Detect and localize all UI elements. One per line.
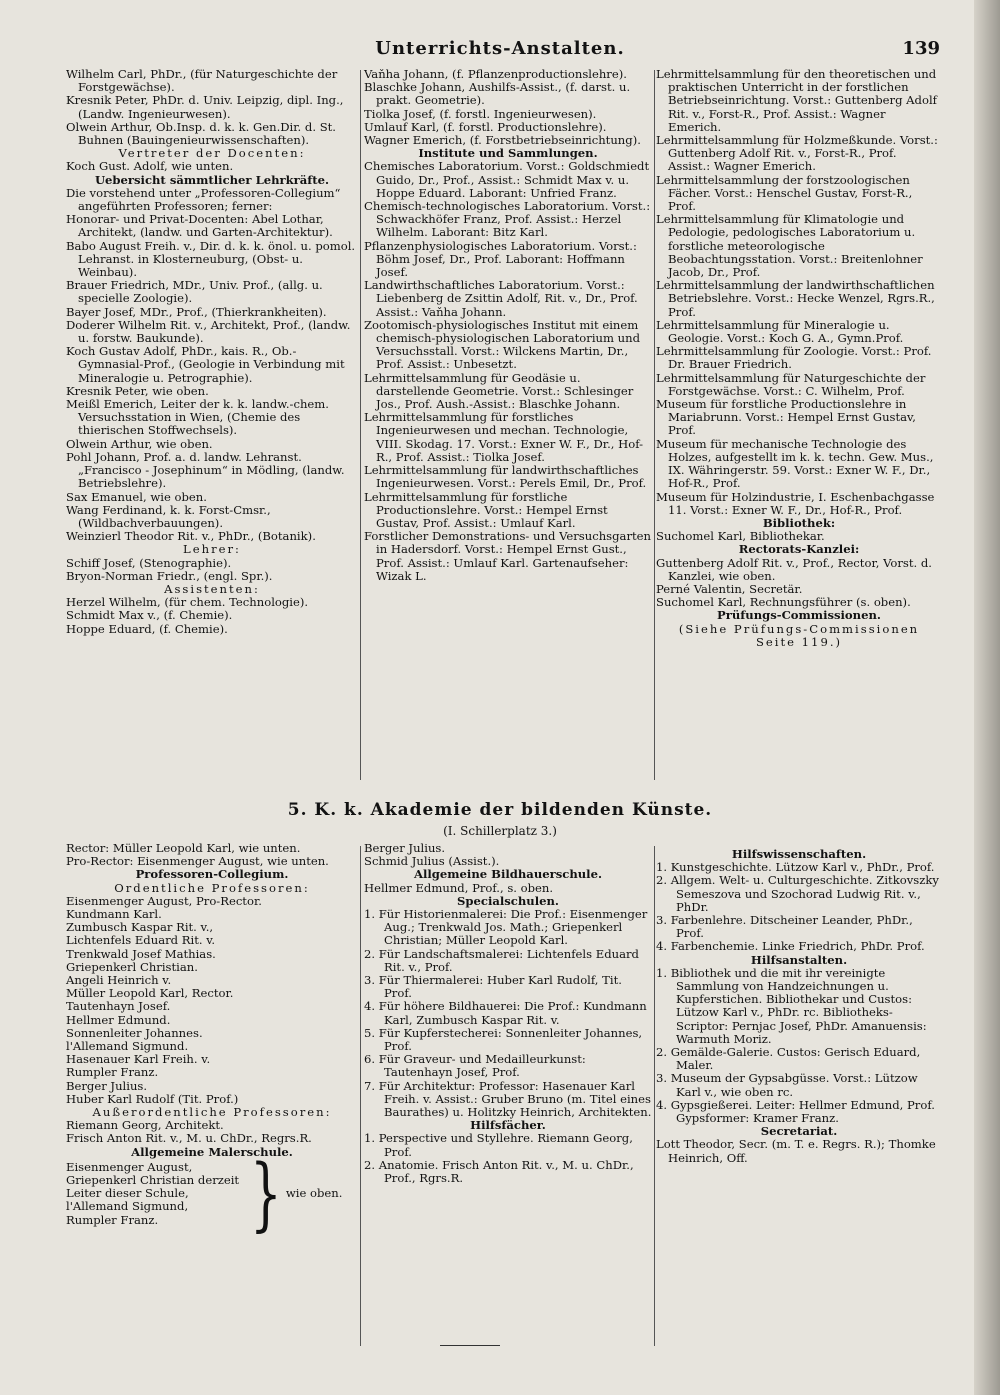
entry: Bayer Josef, MDr., Prof., (Thierkrankheiten). [66,304,327,319]
column-divider [360,846,361,1346]
entry: Hasenauer Karl Freih. v. [66,1052,211,1067]
entry: Berger Julius. [66,1078,148,1093]
section-heading: Hilfswissenschaften. [731,847,867,861]
section-heading: Hilfsfächer. [470,1118,546,1133]
entry: Pohl Johann, Prof. a. d. landw. Lehranst. „Francisco - Josephinum“ in Mödling, (landw. Betriebslehre). [66,449,345,491]
entry: Perné Valentin, Secretär. [656,581,803,596]
section-heading: Allgemeine Malerschule. [131,1144,293,1159]
entry: (Siehe Prüfungs-Commissionen Seite 119.) [678,621,920,649]
entry: Kundmann Karl. [66,907,162,922]
section-heading: Uebersicht sämmtlicher Lehrkräfte. [94,172,330,187]
malerschule-name: Eisenmenger August, [66,1159,193,1174]
entry: Lehrmittelsammlung für forstliches Ingenieurwesen und mechan. Technologie, VIII. Skodag. 17. Vorst.: Exner W. F., Dr., Hof-R., Prof. Assist.: Tiolka Josef. [364,410,644,464]
entry: Forstlicher Demonstrations- und Versuchsgarten in Hadersdorf. Vorst.: Hempel Ernst Gust., Prof. Assist.: Umlauf Karl. Gartenaufseher: Wizak L. [364,529,651,583]
entry: Landwirthschaftliches Laboratorium. Vorst.: Liebenberg de Zsittin Adolf, Rit. v., Dr., Prof. Assist.: Vaňha Johann. [364,278,638,319]
subheading: Vertreter der Docenten: [118,146,306,161]
entry: 1. Bibliothek und die mit ihr vereinigte Sammlung von Handzeichnungen u. Kupferstichen. Bibliothekar und Custos: Lützow Karl v., PhDr. rc. Bibliotheks-Scriptor: Pernjac Josef, PhDr. Amanuensis: Warmuth Moriz. [656,965,927,1046]
entry: Lehrmittelsammlung für forstliche Productionslehre. Vorst.: Hempel Ernst Gustav, Prof. Assist.: Umlauf Karl. [364,489,608,530]
academy-column-1 [66,841,358,1241]
section-heading: Prüfungs-Commissionen. [717,608,881,623]
malerschule-name: Rumpler Franz. [66,1212,159,1227]
entry: Koch Gust. Adolf, wie unten. [66,159,234,174]
entry: Frisch Anton Rit. v., M. u. ChDr., Regrs.R. [66,1131,312,1146]
section-heading: Secretariat. [760,1124,838,1139]
section-heading: Hilfsanstalten. [750,952,848,967]
subheading: Assistenten: [164,581,260,596]
entry: 4. Für höhere Bildhauerei: Die Prof.: Kundmann Karl, Zumbusch Kaspar Rit. v. [364,999,647,1027]
entry: Honorar- und Privat-Docenten: Abel Lothar, Architekt, (landw. und Garten-Architektur). [66,212,333,240]
entry: Lehrmittelsammlung der landwirthschaftlichen Betriebslehre. Vorst.: Hecke Wenzel, Rgrs.R., Prof. [656,278,935,319]
section-heading: Specialschulen. [457,893,559,908]
column-divider [360,70,361,780]
malerschule-names [66,1161,246,1227]
entry: Museum für mechanische Technologie des Holzes, aufgestellt im k. k. techn. Gew. Mus., IX. Währingerstr. 59. Vorst.: Exner W. F., Dr., Hof-R., Prof. [656,436,934,491]
entry: Suchomel Karl, Bibliothekar. [656,529,825,544]
entry: Pflanzenphysiologisches Laboratorium. Vorst.: Böhm Josef, Dr., Prof. Laborant: Hoffmann Josef. [364,238,637,280]
malerschule-name: l'Allemand Sigmund, [66,1199,189,1214]
entry: Lehrmittelsammlung für Holzmeßkunde. Vorst.: Guttenberg Adolf Rit. v., Forst-R., Prof. Assist.: Wagner Emerich. [656,133,938,174]
entry: Umlauf Karl, (f. forstl. Productionslehre). [364,119,607,134]
entry: Schmid Julius (Assist.). [364,854,500,869]
entry: Hellmer Edmund, Prof., s. oben. [364,880,554,895]
section-heading: Allgemeine Bildhauerschule. [413,867,602,882]
entry: 3. Farbenlehre. Ditscheiner Leander, PhDr., Prof. [656,913,913,941]
malerschule-name: Griepenkerl Christian derzeit [66,1173,240,1188]
entry: Olwein Arthur, Ob.Insp. d. k. k. Gen.Dir. d. St. Buhnen (Bauingenieurwissenschaften). [66,119,336,148]
entry: Sonnenleiter Johannes. [66,1025,203,1040]
entry: Museum für forstliche Productionslehre in Mariabrunn. Vorst.: Hempel Ernst Gustav, Prof. [656,397,916,438]
section-title: 5. K. k. Akademie der bildenden Künste. [287,800,713,820]
entry: Suchomel Karl, Rechnungsführer (s. oben). [656,595,911,610]
entry: Vaňha Johann, (f. Pflanzenproductionslehre). [364,67,627,81]
entry: Eisenmenger August, Pro-Rector. [66,893,262,908]
column-divider [654,70,655,780]
entry: Wang Ferdinand, k. k. Forst-Cmsr., (Wildbachverbauungen). [66,502,271,530]
entry: Weinzierl Theodor Rit. v., PhDr., (Botanik). [66,529,316,544]
entry: Lichtenfels Eduard Rit. v. [66,933,216,948]
section-address: (I. Schillerplatz 3.) [443,824,557,838]
entry: Trenkwald Josef Mathias. [66,946,216,961]
entry: Brauer Friedrich, MDr., Univ. Prof., (allg. u. specielle Zoologie). [66,278,323,306]
entry: Die vorstehend unter „Professoren-Collegium“ angeführten Professoren; ferner: [66,185,341,214]
entry: Zumbusch Kaspar Rit. v., [66,920,214,935]
entry: 1. Kunstgeschichte. Lützow Karl v., PhDr., Prof. [656,860,935,875]
entry: Lott Theodor, Secr. (m. T. e. Regrs. R.); Thomke Heinrich, Off. [656,1137,936,1165]
entry: Lehrmittelsammlung für landwirthschaftliches Ingenieurwesen. Vorst.: Perels Emil, Dr., Prof. [364,463,647,491]
entry: Lehrmittelsammlung für Geodäsie u. darstellende Geometrie. Vorst.: Schlesinger Jos., Prof. Aush.-Assist.: Blaschke Johann. [364,370,634,412]
section-heading: Professoren-Collegium. [135,867,289,882]
entry: Tautenhayn Josef. [66,999,171,1014]
running-title: Unterrichts-Anstalten. [375,38,625,59]
entry: 2. Anatomie. Frisch Anton Rit. v., M. u. ChDr., Prof., Rgrs.R. [364,1157,634,1186]
entry: Hellmer Edmund. [66,1012,171,1027]
entry: 1. Für Historienmalerei: Die Prof.: Eisenmenger Aug.; Trenkwald Jos. Math.; Griepenkerl Christian; Müller Leopold Karl. [364,907,648,948]
entry: 4. Farbenchemie. Linke Friedrich, PhDr. Prof. [656,939,925,954]
column-3 [656,68,942,649]
entry: Tiolka Josef, (f. forstl. Ingenieurwesen). [364,106,597,121]
subheading: Ordentliche Professoren: [114,880,310,895]
entry: Sax Emanuel, wie oben. [66,489,207,504]
entry: Chemisch-technologisches Laboratorium. Vorst.: Schwackhöfer Franz, Prof. Assist.: Herzel Wilhelm. Laborant: Bitz Karl. [364,199,651,240]
entry: 2. Für Landschaftsmalerei: Lichtenfels Eduard Rit. v., Prof. [364,946,639,974]
column-2 [364,68,652,583]
entry: Lehrmittelsammlung für Naturgeschichte der Forstgewächse. Vorst.: C. Wilhelm, Prof. [656,370,926,398]
academy-column-3 [656,848,942,1165]
entry: 4. Gypsgießerei. Leiter: Hellmer Edmund, Prof. Gypsformer: Kramer Franz. [656,1097,935,1126]
brace-symbol: } [250,1147,282,1241]
entry: Berger Julius. [364,841,446,855]
academy-column-2 [364,842,652,1185]
entry: Riemann Georg, Architekt. [66,1118,224,1133]
entry: Wilhelm Carl, PhDr., (für Naturgeschichte der Forstgewächse). [66,67,338,95]
entry: Babo August Freih. v., Dir. d. k. k. önol. u. pomol. Lehranst. in Klosterneuburg, (Obst- u. Weinbau). [66,238,356,280]
entry: Müller Leopold Karl, Rector. [66,986,234,1001]
entry: Kresnik Peter, PhDr. d. Univ. Leipzig, dipl. Ing., (Landw. Ingenieurwesen). [66,93,344,121]
section-heading: Bibliothek: [762,515,836,530]
malerschule-note: wie oben. [285,1186,343,1201]
entry: 5. Für Kupferstecherei: Sonnenleiter Johannes, Prof. [364,1025,643,1054]
entry: Olwein Arthur, wie oben. [66,436,213,451]
entry: Griepenkerl Christian. [66,959,198,974]
entry: Guttenberg Adolf Rit. v., Prof., Rector, Vorst. d. Kanzlei, wie oben. [656,555,932,583]
entry: Wagner Emerich, (f. Forstbetriebseinrichtung). [364,133,641,148]
page-edge-shadow [974,0,1000,1395]
entry: Chemisches Laboratorium. Vorst.: Goldschmiedt Guido, Dr., Prof., Assist.: Schmidt Max v. u. Hoppe Eduard. Laborant: Unfried Franz. [364,159,650,200]
entry: Blaschke Johann, Aushilfs-Assist., (f. darst. u. prakt. Geometrie). [364,80,631,108]
malerschule-name: Leiter dieser Schule, [66,1186,189,1201]
column-divider [654,846,655,1346]
entry: Herzel Wilhelm, (für chem. Technologie). [66,595,309,610]
entry: Huber Karl Rudolf (Tit. Prof.) [66,1091,239,1106]
entry: 6. Für Graveur- und Medailleurkunst: Tautenhayn Josef, Prof. [364,1052,586,1080]
entry: Museum für Holzindustrie, I. Eschenbachgasse 11. Vorst.: Exner W. F., Dr., Hof-R., Prof. [656,489,935,517]
entry: Rumpler Franz. [66,1065,159,1080]
entry: 3. Für Thiermalerei: Huber Karl Rudolf, Tit. Prof. [364,973,622,1001]
column-1 [66,68,358,636]
entry: 1. Perspective und Styllehre. Riemann Georg, Prof. [364,1131,633,1159]
entry: Lehrmittelsammlung für Zoologie. Vorst.: Prof. Dr. Brauer Friedrich. [656,344,932,372]
entry: Zootomisch-physiologisches Institut mit einem chemisch-physiologischen Laboratorium und Versuchsstall. Vorst.: Wilckens Martin, Dr., Prof. Assist.: Unbesetzt. [364,317,641,372]
section-heading: Institute und Sammlungen. [418,146,598,161]
subheading: Lehrer: [183,542,241,557]
page-number: 139 [902,38,940,59]
entry: Rector: Müller Leopold Karl, wie unten. [66,841,301,855]
entry: Schmidt Max v., (f. Chemie). [66,608,233,623]
entry: 2. Gemälde-Galerie. Custos: Gerisch Eduard, Maler. [656,1045,921,1073]
entry: 2. Allgem. Welt- u. Culturgeschichte. Zitkovszky Semeszova und Szochorad Ludwig Rit. v., PhDr. [656,873,939,914]
page-header [60,38,940,62]
entry: 7. Für Architektur: Professor: Hasenauer Karl Freih. v. Assist.: Gruber Bruno (m. Titel eines Baurathes) u. Holitzky Heinrich, Architekten. [364,1078,652,1120]
entry: Hoppe Eduard, (f. Chemie). [66,621,228,636]
entry: Angeli Heinrich v. [66,973,172,988]
entry: Meißl Emerich, Leiter der k. k. landw.-chem. Versuchsstation in Wien, (Chemie des thierischen Stoffwechsels). [66,397,329,438]
entry: Pro-Rector: Eisenmenger August, wie unten. [66,854,329,869]
section-heading: Rectorats-Kanzlei: [738,542,860,557]
academy-column-1-list [66,842,358,1159]
entry: l'Allemand Sigmund. [66,1039,189,1054]
entry: Schiff Josef, (Stenographie). [66,555,232,570]
entry: Kresnik Peter, wie oben. [66,383,209,398]
entry: Lehrmittelsammlung der forstzoologischen Fächer. Vorst.: Henschel Gustav, Forst-R., Prof. [656,172,913,214]
entry: Lehrmittelsammlung für Mineralogie u. Geologie. Vorst.: Koch G. A., Gymn.Prof. [656,317,904,346]
entry: Koch Gustav Adolf, PhDr., kais. R., Ob.-Gymnasial-Prof., (Geologie in Verbindung mit Mineralogie u. Petrographie). [66,344,345,385]
entry: Lehrmittelsammlung für Klimatologie und Pedologie, pedologisches Laboratorium u. forstliche meteorologische Beobachtungsstation. Vorst.: Breitenlohner Jacob, Dr., Prof. [656,212,923,280]
entry: Bryon-Norman Friedr., (engl. Spr.). [66,568,273,583]
entry: 3. Museum der Gypsabgüsse. Vorst.: Lützow Karl v., wie oben rc. [656,1071,918,1099]
footer-rule [440,1345,500,1346]
entry: Doderer Wilhelm Rit. v., Architekt, Prof., (landw. u. forstw. Baukunde). [66,317,351,346]
entry: Lehrmittelsammlung für den theoretischen und praktischen Unterricht in der forstlichen Betriebseinrichtung. Vorst.: Guttenberg Adolf Rit. v., Forst-R., Prof. Assist.: Wagner Emerich. [656,67,937,134]
subheading: Außerordentliche Professoren: [92,1105,332,1120]
